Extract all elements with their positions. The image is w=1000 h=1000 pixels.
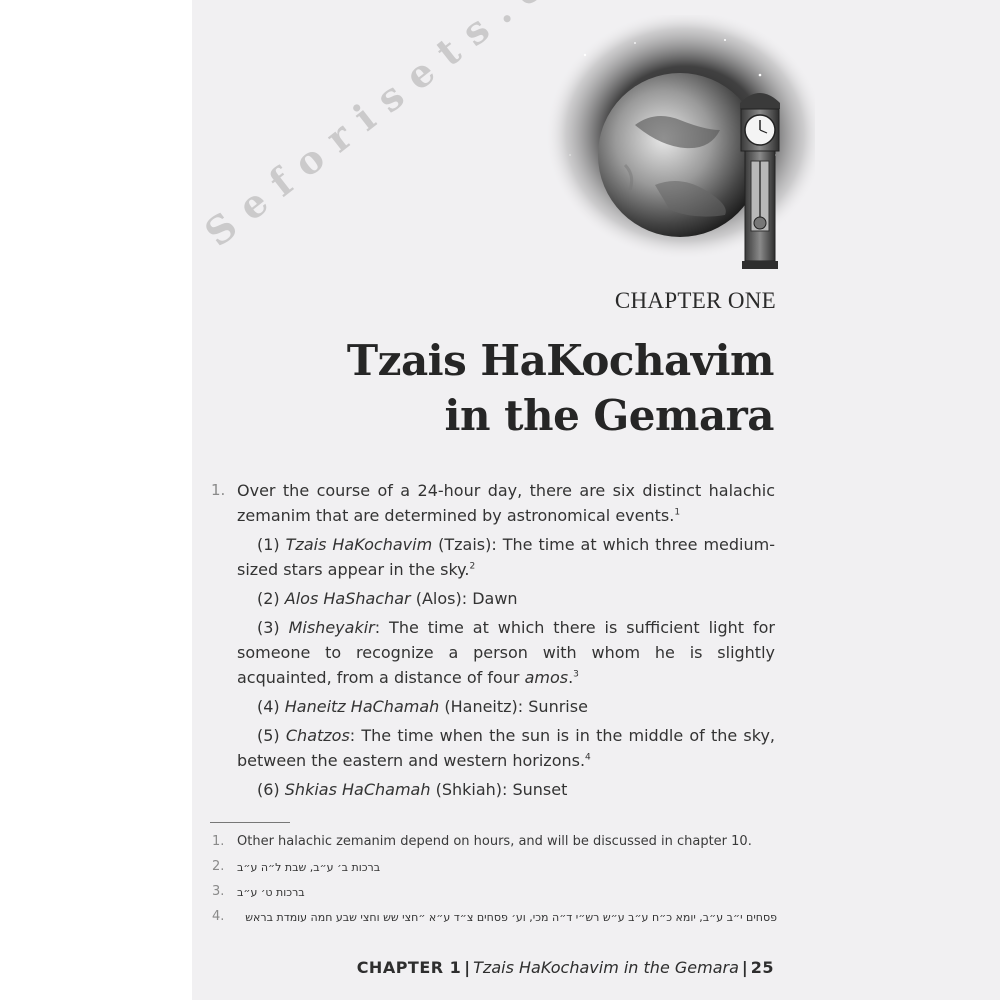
footnote bbox=[212, 884, 777, 909]
footnotes bbox=[212, 834, 777, 934]
item-number: (4) bbox=[257, 697, 280, 716]
item-text: : The time when the sun is in the middle of the sky, between the eastern and western horizons. bbox=[237, 726, 776, 770]
item-term: amos bbox=[524, 668, 569, 687]
footnote-text: Other halachic zemanim depend on hours, and will be discussed in chapter 10. bbox=[237, 834, 752, 849]
pendulum bbox=[754, 217, 766, 229]
list-item bbox=[237, 777, 775, 802]
footnote-divider bbox=[210, 822, 290, 823]
list-item bbox=[237, 723, 775, 773]
item-term: Shkias HaChamah bbox=[284, 780, 431, 799]
item-term: Haneitz HaChamah bbox=[284, 697, 440, 716]
item-number: (2) bbox=[257, 589, 280, 608]
footer-separator: | bbox=[464, 958, 471, 977]
item-term: Misheyakir bbox=[288, 618, 375, 637]
item-term: Chatzos bbox=[285, 726, 350, 745]
footnote-ref: 4 bbox=[585, 752, 591, 763]
globe-clock-illustration bbox=[515, 15, 815, 285]
item-text: (Shkiah): Sunset bbox=[430, 780, 568, 799]
footnote-ref: 2 bbox=[469, 561, 476, 572]
item-term: Alos HaShachar bbox=[284, 589, 411, 608]
intro-text: Over the course of a 24-hour day, there are six distinct halachic zemanim that are determined by astronomical events. bbox=[237, 481, 775, 525]
list-item bbox=[237, 615, 775, 690]
footnote-number: 3. bbox=[212, 884, 225, 899]
footnote-number: 1. bbox=[212, 834, 225, 849]
paragraph-number: 1. bbox=[211, 481, 226, 499]
footnote-number: 4. bbox=[212, 909, 225, 924]
list-item bbox=[237, 532, 775, 582]
body-text bbox=[211, 478, 776, 806]
item-term: Tzais HaKochavim bbox=[285, 535, 433, 554]
footnote-number: 2. bbox=[212, 859, 225, 874]
grandfather-clock bbox=[740, 93, 780, 269]
footer-chapter: CHAPTER 1 bbox=[356, 958, 462, 977]
item-text: : The time at which there is sufficient light for someone to recognize a person with whom he is slightly acquainted, from a distance of four bbox=[237, 618, 775, 687]
page-number: 25 bbox=[750, 958, 774, 977]
footer-separator: | bbox=[741, 958, 748, 977]
item-number: (6) bbox=[257, 780, 280, 799]
chapter-title bbox=[347, 333, 774, 443]
footnote bbox=[212, 834, 777, 859]
item-text: . bbox=[568, 668, 574, 687]
item-number: (5) bbox=[257, 726, 280, 745]
footer-title: Tzais HaKochavim in the Gemara bbox=[473, 958, 739, 977]
item-text: (Tzais): The time at which three medium-sized stars appear in the sky. bbox=[237, 535, 775, 579]
item-number: (3) bbox=[257, 618, 280, 637]
list-item bbox=[237, 586, 775, 611]
chapter-label: CHAPTER ONE bbox=[614, 288, 776, 313]
item-text: (Haneitz): Sunrise bbox=[439, 697, 588, 716]
footnote-ref: 1 bbox=[674, 507, 681, 518]
footnote-hebrew-text: ברכות ב׳ ע״ב, שבת ל״ה ע״ב bbox=[237, 861, 381, 874]
chapter-title-line-2: in the Gemara bbox=[444, 391, 774, 440]
footnote-hebrew-text: ברכות ט׳ ע״ב bbox=[237, 886, 305, 899]
chapter-title-line-1: Tzais HaKochavim bbox=[346, 336, 774, 385]
footnote bbox=[212, 909, 777, 934]
footnote-hebrew-text: פסחים י״ב ע״ב, יומא כ״ח ע״ב ע״ש רש״י ד״ה מכי, וע׳ פסחים צ״ד ע״א ״חצי שש וחצי שבע חמה עומדת בראש bbox=[245, 911, 777, 924]
footnote-ref: 3 bbox=[573, 669, 579, 680]
item-number: (1) bbox=[257, 535, 280, 554]
item-text: (Alos): Dawn bbox=[410, 589, 518, 608]
intro-paragraph bbox=[237, 478, 775, 528]
running-footer bbox=[357, 958, 774, 977]
list-item bbox=[237, 694, 775, 719]
footnote bbox=[212, 859, 777, 884]
